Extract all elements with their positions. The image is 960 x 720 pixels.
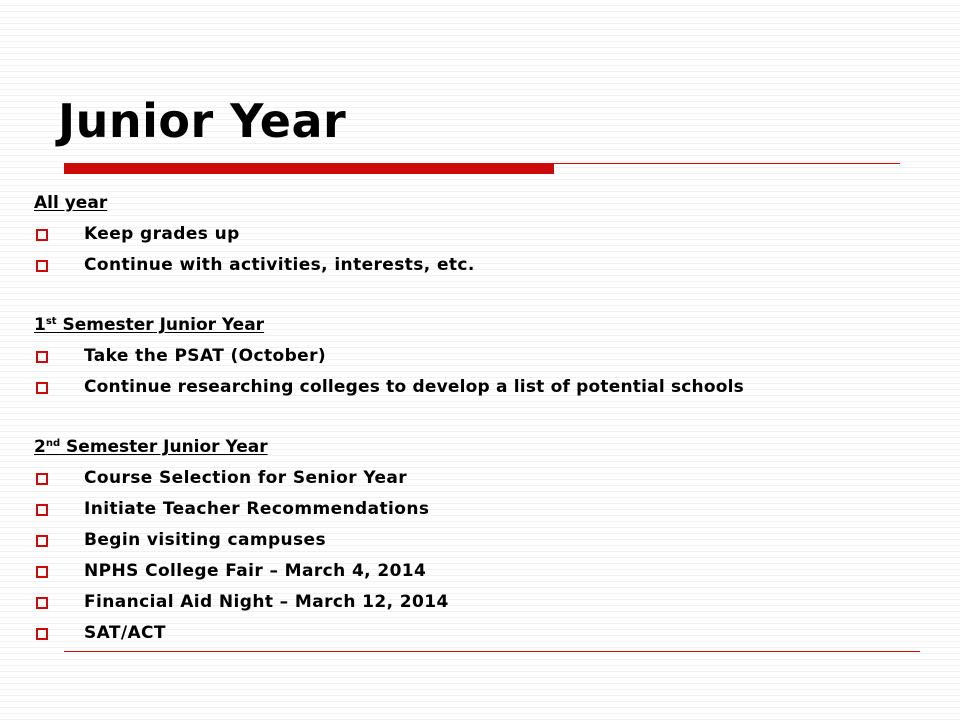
square-bullet-icon [36, 382, 48, 394]
list-item-text: Financial Aid Night – March 12, 2014 [84, 592, 449, 612]
slide-content [34, 0, 934, 720]
square-bullet-icon [36, 628, 48, 640]
list-item-text: SAT/ACT [84, 623, 166, 643]
list-item-text: Take the PSAT (October) [84, 346, 327, 366]
section-heading-second-semester [34, 437, 268, 457]
heading-ordinal-suffix: nd [45, 438, 61, 449]
square-bullet-icon [36, 566, 48, 578]
list-item-text: NPHS College Fair – March 4, 2014 [84, 561, 427, 581]
list-item-text: Initiate Teacher Recommendations [84, 499, 430, 519]
list-item-text: Begin visiting campuses [84, 530, 327, 550]
square-bullet-icon [36, 473, 48, 485]
list-item-text: Course Selection for Senior Year [84, 468, 408, 488]
square-bullet-icon [36, 504, 48, 516]
heading-text: Semester Junior Year [56, 315, 265, 335]
heading-ordinal-suffix: st [45, 316, 57, 327]
section-heading-all-year [34, 193, 107, 213]
section-heading-first-semester [34, 315, 264, 335]
square-bullet-icon [36, 535, 48, 547]
heading-text: Semester Junior Year [60, 437, 268, 457]
square-bullet-icon [36, 229, 48, 241]
heading-prefix: 1 [34, 315, 46, 335]
square-bullet-icon [36, 597, 48, 609]
list-item-text: Continue with activities, interests, etc. [84, 255, 475, 275]
square-bullet-icon [36, 260, 48, 272]
heading-prefix: 2 [34, 437, 46, 457]
list-item-text: Keep grades up [84, 224, 240, 244]
square-bullet-icon [36, 351, 48, 363]
list-item-text: Continue researching colleges to develop a list of potential schools [84, 377, 744, 397]
slide-title: Junior Year [58, 94, 347, 148]
heading-text: All year [34, 193, 108, 213]
bottom-divider [64, 651, 920, 652]
